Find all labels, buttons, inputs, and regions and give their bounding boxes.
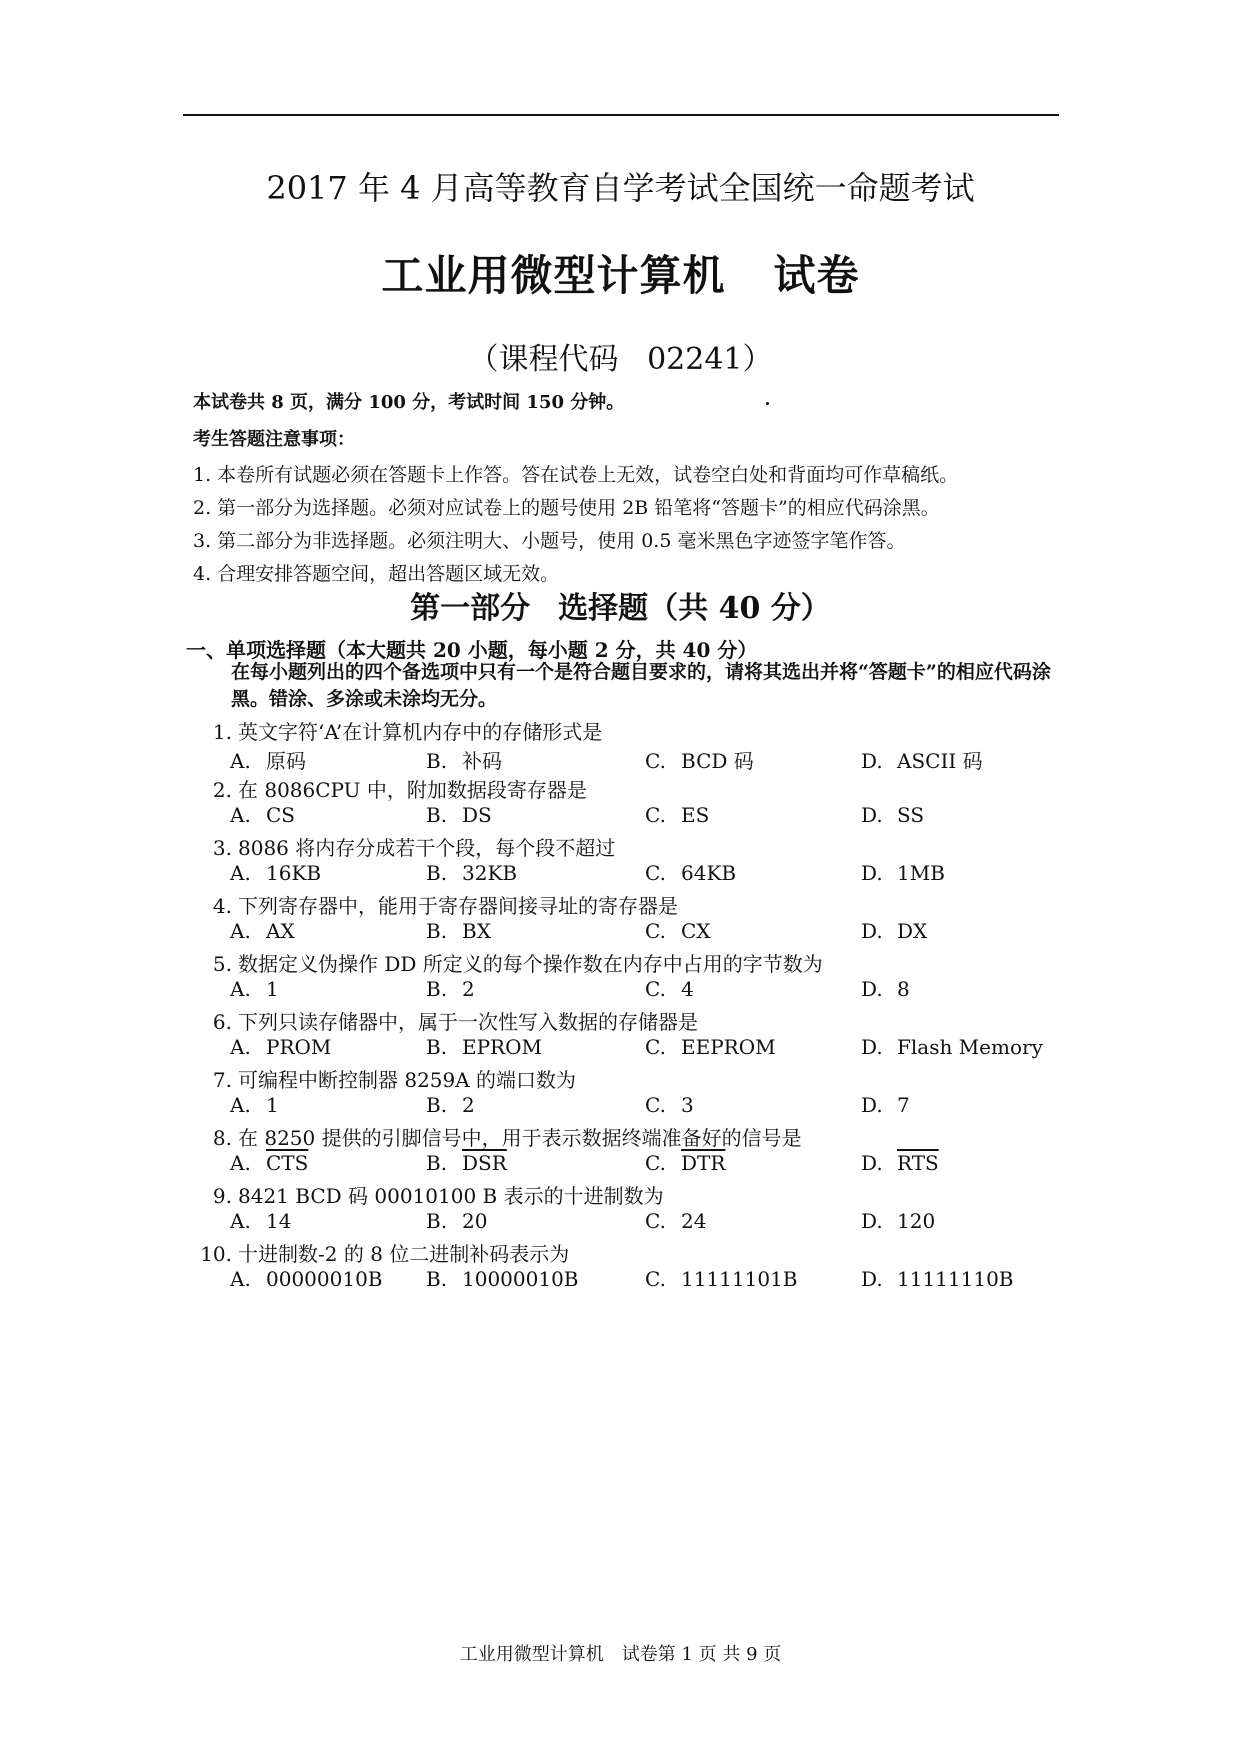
option-letter: C. (645, 1093, 666, 1117)
question-item (186, 832, 1066, 890)
option-letter: A. (230, 1267, 251, 1291)
option-letter: B. (426, 803, 448, 827)
question-stem (186, 1180, 664, 1209)
option-letter: D. (861, 803, 883, 827)
option-letter: B. (426, 1151, 448, 1175)
option-row (186, 1035, 1066, 1063)
part-one-subtitle: 选择题（共 40 分） (558, 591, 831, 626)
option-text: 10000010B (462, 1267, 579, 1291)
option-text: CS (266, 803, 296, 827)
question-item (186, 1180, 1066, 1238)
option-d (861, 1035, 1043, 1059)
option-c (645, 977, 694, 1001)
option-letter: C. (645, 1267, 666, 1291)
option-a (230, 803, 295, 827)
option-letter: B. (426, 1267, 448, 1291)
option-text: 2 (462, 977, 475, 1001)
option-letter: D. (861, 1209, 883, 1233)
paper-title-main: 工业用微型计算机 (381, 251, 726, 300)
option-letter: D. (861, 861, 883, 885)
option-text: 16KB (266, 861, 322, 885)
option-text: 8 (897, 977, 910, 1001)
notice-item: 2. 第一部分为选择题。必须对应试卷上的题号使用 2B 铅笔将“答题卡”的相应代码涂黑。 (193, 497, 940, 519)
question-list (186, 716, 1066, 1296)
notice-item: 4. 合理安排答题空间，超出答题区域无效。 (193, 563, 560, 585)
option-b (426, 1093, 475, 1117)
option-text: 11111101B (681, 1267, 798, 1291)
option-letter: A. (230, 1035, 251, 1059)
course-code-label: （课程代码 (468, 342, 619, 377)
option-letter: A. (230, 977, 251, 1001)
option-text: 120 (897, 1209, 936, 1233)
question-item (186, 1238, 1066, 1296)
question-stem (186, 832, 615, 861)
option-text: 1MB (897, 861, 945, 885)
question-stem (186, 948, 823, 977)
option-c (645, 1209, 706, 1233)
option-text: $\overline{DSR}$ (462, 1151, 507, 1175)
option-text: 00000010B (266, 1267, 383, 1291)
option-text: 32KB (462, 861, 518, 885)
option-letter: C. (645, 803, 666, 827)
option-letter: B. (426, 1093, 448, 1117)
question-item (186, 1122, 1066, 1180)
option-row (186, 1209, 1066, 1237)
course-code-line (0, 334, 1241, 378)
option-letter: A. (230, 861, 251, 885)
question-number: 10. (200, 1242, 232, 1266)
paper-title-suffix: 试卷 (773, 251, 860, 300)
option-text: 14 (266, 1209, 292, 1233)
option-d (861, 1209, 935, 1233)
option-text: 11111110B (897, 1267, 1014, 1291)
question-text: 在 8250 提供的引脚信号中，用于表示数据终端准备好的信号是 (238, 1126, 802, 1150)
option-b (426, 1035, 542, 1059)
option-text: 2 (462, 1093, 475, 1117)
option-letter: A. (230, 919, 251, 943)
option-letter: D. (861, 1151, 883, 1175)
option-text: BX (462, 919, 491, 943)
paper-title (0, 243, 1241, 303)
option-d (861, 1267, 1014, 1291)
option-text: 原码 (266, 749, 306, 773)
option-b (426, 1151, 507, 1175)
question-stem (186, 1064, 576, 1093)
option-a (230, 745, 306, 774)
option-d (861, 919, 927, 943)
section-one-instruction: 在每小题列出的四个备选项中只有一个是符合题目要求的，请将其选出并将“答题卡”的相应代码涂黑。错涂、多涂或未涂均无分。 (231, 661, 1051, 710)
option-row (186, 861, 1066, 889)
notice-list (193, 460, 958, 592)
question-text: 8086 将内存分成若干个段，每个段不超过 (238, 836, 616, 860)
option-letter: A. (230, 1151, 251, 1175)
option-row (186, 803, 1066, 831)
option-text: PROM (266, 1035, 332, 1059)
option-letter: A. (230, 1209, 251, 1233)
question-number: 7. (212, 1068, 232, 1092)
option-a (230, 861, 321, 885)
option-d (861, 977, 910, 1001)
option-text: BCD 码 (681, 749, 754, 773)
option-letter: A. (230, 803, 251, 827)
question-number: 1. (212, 720, 232, 744)
option-text: ASCII 码 (897, 749, 983, 773)
option-d (861, 803, 924, 827)
option-a (230, 1267, 383, 1291)
option-text: 24 (681, 1209, 707, 1233)
option-letter: D. (861, 977, 883, 1001)
option-c (645, 1093, 694, 1117)
course-code: 02241） (647, 342, 773, 377)
option-b (426, 803, 492, 827)
option-text: 补码 (462, 749, 502, 773)
option-text: CX (681, 919, 711, 943)
option-letter: A. (230, 749, 251, 773)
option-c (645, 803, 709, 827)
question-text: 下列只读存储器中，属于一次性写入数据的存储器是 (238, 1010, 698, 1034)
exam-title: 2017 年 4 月高等教育自学考试全国统一命题考试 (266, 169, 975, 207)
option-text: 1 (266, 977, 279, 1001)
section-one-heading: 一、单项选择题（本大题共 20 小题，每小题 2 分，共 40 分） (186, 638, 758, 662)
option-letter: D. (861, 1093, 883, 1117)
option-letter: B. (426, 1035, 448, 1059)
question-text: 十进制数-2 的 8 位二进制补码表示为 (238, 1242, 570, 1266)
option-text: AX (266, 919, 295, 943)
part-one-title: 第一部分 (410, 591, 531, 626)
question-item (186, 716, 1066, 774)
option-row (186, 977, 1066, 1005)
question-item (186, 1006, 1066, 1064)
question-item (186, 948, 1066, 1006)
option-letter: C. (645, 1151, 666, 1175)
question-stem (186, 1238, 569, 1267)
option-a (230, 1209, 291, 1233)
option-row (186, 745, 1066, 773)
option-b (426, 977, 475, 1001)
option-text: Flash Memory (897, 1035, 1043, 1059)
option-letter: A. (230, 1093, 251, 1117)
question-item (186, 890, 1066, 948)
question-item (186, 774, 1066, 832)
option-letter: C. (645, 861, 666, 885)
question-number: 3. (212, 836, 232, 860)
option-text: EEPROM (681, 1035, 776, 1059)
scan-speck (766, 402, 769, 405)
option-row (186, 1093, 1066, 1121)
option-text: DS (462, 803, 492, 827)
option-c (645, 919, 711, 943)
option-letter: D. (861, 749, 883, 773)
option-letter: C. (645, 1209, 666, 1233)
question-stem (186, 716, 602, 745)
option-text: SS (897, 803, 925, 827)
question-number: 5. (212, 952, 232, 976)
option-d (861, 1151, 939, 1175)
option-text: 20 (462, 1209, 488, 1233)
option-text: 7 (897, 1093, 910, 1117)
option-a (230, 1093, 279, 1117)
option-b (426, 1209, 487, 1233)
option-letter: B. (426, 919, 448, 943)
question-text: 可编程中断控制器 8259A 的端口数为 (238, 1068, 577, 1092)
notice-item: 3. 第二部分为非选择题。必须注明大、小题号，使用 0.5 毫米黑色字迹签字笔作答。 (193, 530, 906, 552)
option-a (230, 977, 279, 1001)
option-letter: B. (426, 749, 448, 773)
option-letter: B. (426, 861, 448, 885)
option-letter: D. (861, 1267, 883, 1291)
option-text: 1 (266, 1093, 279, 1117)
question-stem (186, 1006, 698, 1035)
option-c (645, 1035, 776, 1059)
option-letter: B. (426, 977, 448, 1001)
option-row (186, 919, 1066, 947)
question-stem (186, 774, 587, 803)
option-text: $\overline{RTS}$ (897, 1151, 939, 1175)
option-text: $\overline{CTS}$ (266, 1151, 309, 1175)
option-text: 64KB (681, 861, 737, 885)
option-text: 3 (681, 1093, 694, 1117)
option-letter: D. (861, 1035, 883, 1059)
option-text: DX (897, 919, 928, 943)
question-stem (186, 890, 678, 919)
option-letter: D. (861, 919, 883, 943)
option-b (426, 861, 517, 885)
question-number: 9. (212, 1184, 232, 1208)
option-a (230, 1035, 331, 1059)
question-number: 4. (212, 894, 232, 918)
notice-item: 1. 本卷所有试题必须在答题卡上作答。答在试卷上无效，试卷空白处和背面均可作草稿纸。 (193, 464, 959, 486)
option-a (230, 1151, 308, 1175)
question-text: 数据定义伪操作 DD 所定义的每个操作数在内存中占用的字节数为 (238, 952, 823, 976)
option-d (861, 1093, 910, 1117)
option-text: ES (681, 803, 710, 827)
option-row (186, 1267, 1066, 1295)
question-text: 下列寄存器中，能用于寄存器间接寻址的寄存器是 (238, 894, 678, 918)
question-number: 2. (212, 778, 232, 802)
question-text: 在 8086CPU 中，附加数据段寄存器是 (238, 778, 587, 802)
option-a (230, 919, 295, 943)
part-one-heading (0, 583, 1241, 627)
option-letter: C. (645, 919, 666, 943)
option-letter: B. (426, 1209, 448, 1233)
question-item (186, 1064, 1066, 1122)
exam-intro: 本试卷共 8 页，满分 100 分，考试时间 150 分钟。 (193, 392, 625, 413)
option-b (426, 745, 502, 774)
option-d (861, 861, 945, 885)
question-stem (186, 1122, 802, 1151)
option-c (645, 1151, 725, 1175)
option-c (645, 861, 736, 885)
option-c (645, 745, 754, 774)
option-c (645, 1267, 798, 1291)
option-b (426, 919, 491, 943)
option-d (861, 745, 983, 774)
question-text: 英文字符‘A’在计算机内存中的存储形式是 (238, 720, 603, 744)
top-rule (183, 114, 1059, 116)
option-text: 4 (681, 977, 694, 1001)
question-number: 6. (212, 1010, 232, 1034)
option-text: EPROM (462, 1035, 542, 1059)
option-letter: C. (645, 1035, 666, 1059)
page-footer: 工业用微型计算机 试卷第 1 页 共 9 页 (459, 1644, 782, 1665)
option-letter: C. (645, 749, 666, 773)
option-row (186, 1151, 1066, 1179)
question-text: 8421 BCD 码 00010100 B 表示的十进制数为 (238, 1184, 664, 1208)
option-text: $\overline{DTR}$ (681, 1151, 726, 1175)
option-letter: C. (645, 977, 666, 1001)
notice-title: 考生答题注意事项： (193, 429, 355, 450)
question-number: 8. (212, 1126, 232, 1150)
option-b (426, 1267, 579, 1291)
